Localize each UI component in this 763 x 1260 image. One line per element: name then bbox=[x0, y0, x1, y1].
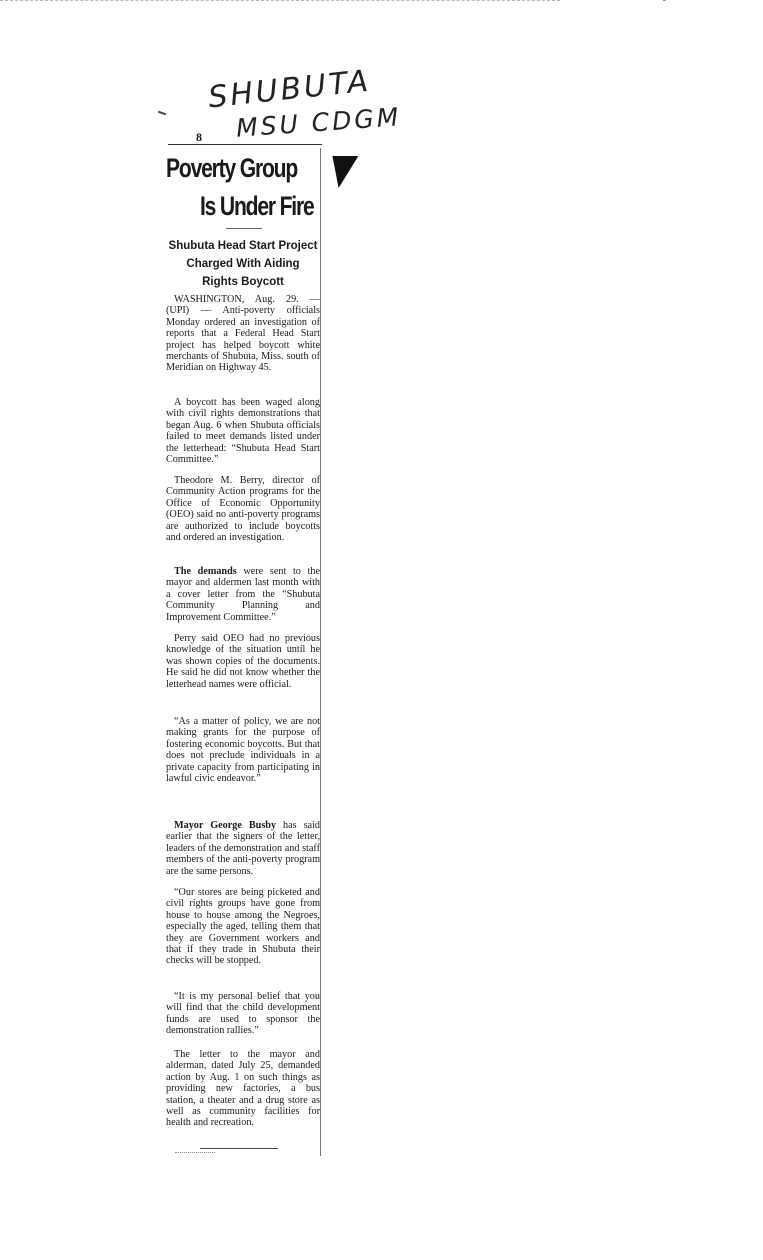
paragraph-text: A boycott has been waged along with civil rights demonstrations that began Aug. 6 when Shubuta officials failed to meet demands listed under the letterhead: “Shubuta Head Start Committee.” bbox=[166, 397, 320, 466]
article-paragraph bbox=[166, 397, 320, 465]
article-paragraph bbox=[166, 716, 320, 784]
paragraph-text: has said earlier that the signers of the letter, leaders of the demonstration and staff members of the anti-poverty program are the same persons. bbox=[166, 820, 320, 877]
end-dots bbox=[175, 1152, 215, 1154]
article-paragraph bbox=[166, 887, 320, 967]
page-header bbox=[168, 128, 322, 146]
scan-edge-dots bbox=[0, 0, 560, 5]
paragraph-text: “As a matter of policy, we are not making grants for the purpose of fostering economic boycotts. But that does not preclude individuals in a private capacity from participating in lawful civic endeavor.” bbox=[166, 716, 320, 785]
pen-mark bbox=[158, 111, 166, 116]
headline-line-2: Is Under Fire bbox=[200, 191, 314, 221]
paragraph-text: “It is my personal belief that you will find that the child development funds are used to sponsor the demonstration rallies.” bbox=[166, 991, 320, 1037]
paragraph-text: were sent to the mayor and aldermen last month with a cover letter from the “Shubuta Community Planning and Improvement Committee.” bbox=[166, 566, 321, 623]
page-header-rule bbox=[168, 144, 322, 145]
article-paragraph bbox=[166, 991, 320, 1037]
handwritten-note-line2: MSU CDGM bbox=[235, 102, 403, 143]
triangle-marker-icon bbox=[326, 156, 359, 188]
paragraph-text: “Our stores are being picketed and civil rights groups have gone from house to house among the Negroes, especially the aged, telling them that they are Government workers and that if they trade in Shubuta their checks will be stopped. bbox=[166, 887, 320, 967]
handwritten-note-line1: SHUBUTA bbox=[206, 63, 373, 116]
paragraph-text: Perry said OEO had no previous knowledge of the situation until he was shown copies of the documents. He said he did not know whether the letterhead names were official. bbox=[166, 633, 320, 690]
page-number: 8 bbox=[196, 130, 202, 144]
paragraph-lead: Mayor George Busby bbox=[174, 820, 277, 831]
end-rule bbox=[200, 1148, 278, 1149]
article-paragraph bbox=[166, 475, 320, 543]
paragraph-text: Theodore M. Berry, director of Community Action programs for the Office of Economic Opportunity (OEO) said no anti-poverty programs are authorized to include boycotts and ordered an investigation. bbox=[166, 475, 320, 544]
article-paragraph bbox=[166, 1049, 320, 1129]
paragraph-text: The letter to the mayor and alderman, dated July 25, demanded action by Aug. 1 on such things as providing new factories, a bus station, a theater and a drug store as well as community facilities for health and recreation. bbox=[166, 1049, 320, 1129]
article-paragraph bbox=[166, 633, 320, 690]
headline-divider bbox=[226, 228, 262, 229]
paragraph-text: WASHINGTON, Aug. 29. — (UPI) — Anti-poverty officials Monday ordered an investigation of reports that a Federal Head Start project has helped boycott white merchants of Shubuta, Miss. south of Meridian on Highway 45. bbox=[166, 294, 320, 374]
subheadline-line-2: Charged With Aiding bbox=[186, 258, 300, 270]
subheadline-line-1: Shubuta Head Start Project bbox=[168, 240, 318, 252]
article-paragraph bbox=[166, 820, 320, 877]
article-paragraph bbox=[166, 566, 320, 623]
headline-line-1: Poverty Group bbox=[166, 153, 298, 183]
column-rule bbox=[320, 148, 321, 1156]
subheadline-line-3: Rights Boycott bbox=[202, 276, 284, 288]
scan-edge-mark bbox=[663, 0, 666, 4]
paragraph-lead: The demands bbox=[174, 566, 237, 577]
article-paragraph bbox=[166, 294, 320, 374]
